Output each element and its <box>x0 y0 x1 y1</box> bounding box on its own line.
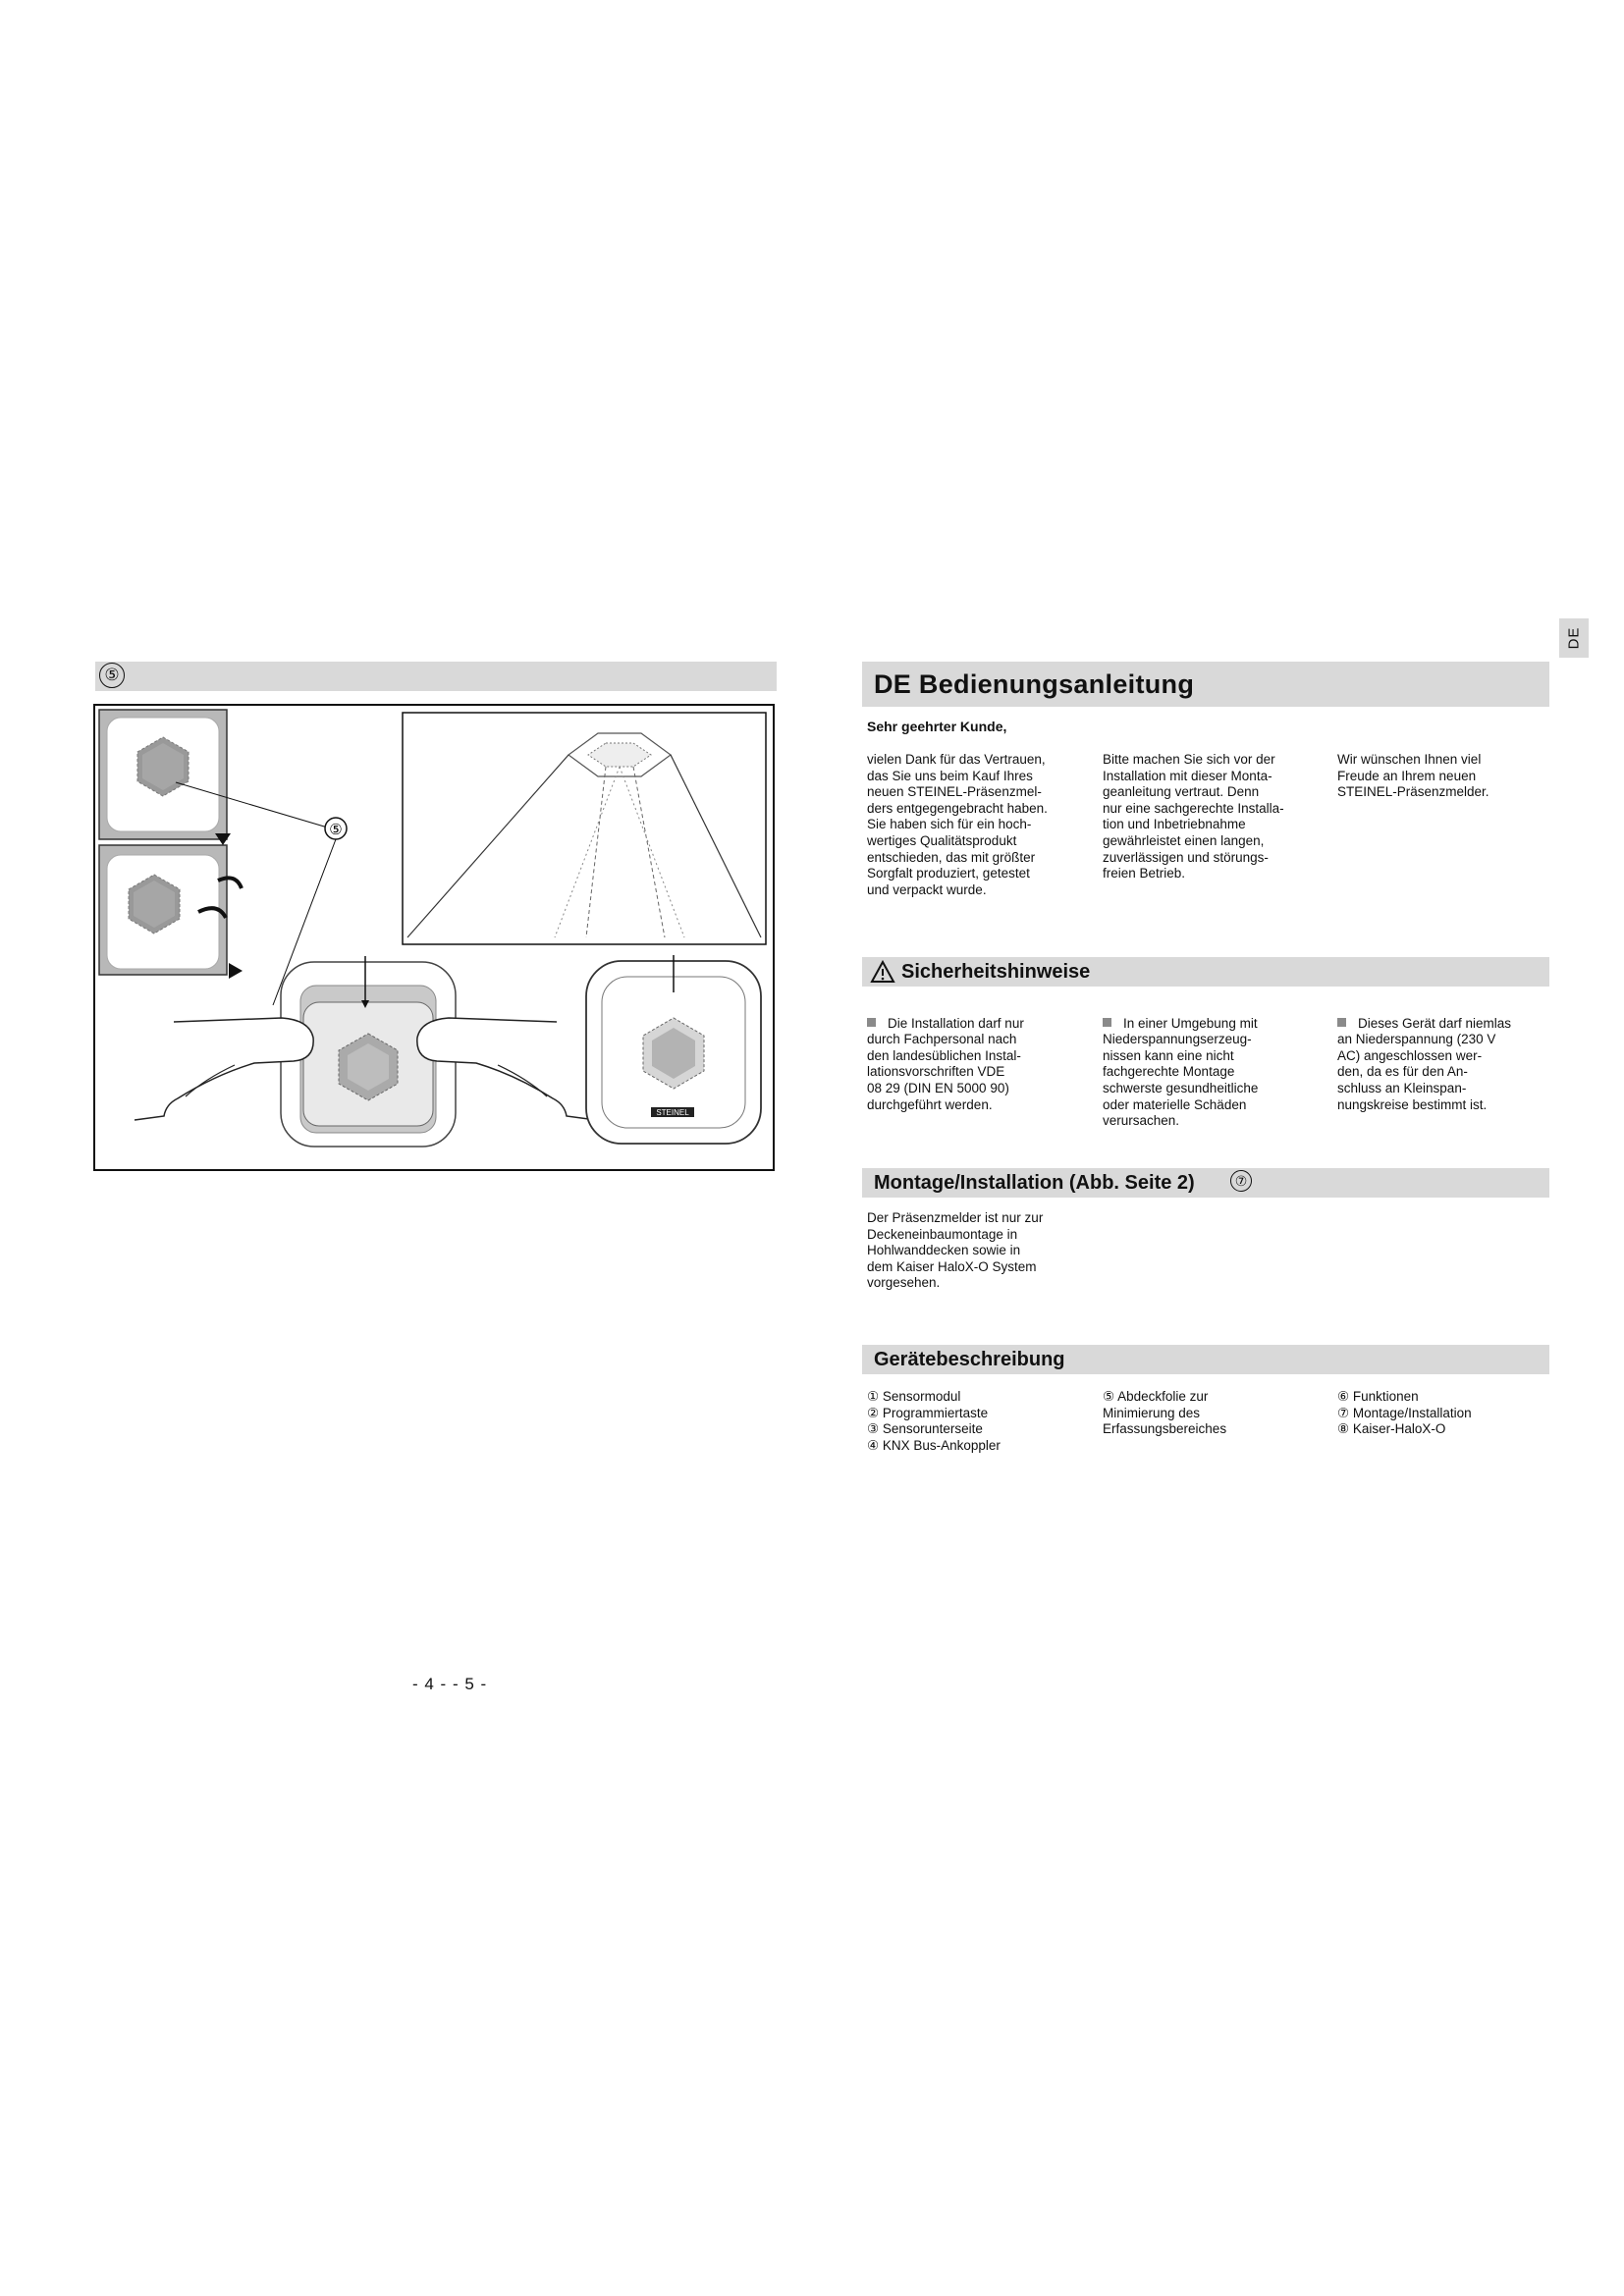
safety-item-1-text: Die Installation darf nur durch Fachpersonal nach den landesüblichen Instal- lationsvorschriften VDE 08 29 (DIN EN 5000 90) durchgeführt werden. <box>867 1015 1024 1112</box>
intro-paragraph-1: vielen Dank für das Vertrauen, das Sie uns beim Kauf Ihres neuen STEINEL-Präsenzmel- ders entgegengebracht haben. Sie haben sich für ein hoch- wertiges Qualitätsprodukt entschieden, das mit größter Sorgfalt produziert, getestet und verpackt wurde. <box>867 752 1048 897</box>
intro-paragraph-2: Bitte machen Sie sich vor der Installation mit dieser Monta- geanleitung vertraut. Denn nur eine sachgerechte Installa- tion und Inbetriebnahme gewährleistet einen langen, zuverlässigen und störungs- freien Betrieb. <box>1103 752 1284 881</box>
bullet-square-icon <box>1337 1018 1346 1027</box>
mounting-heading-bar <box>862 1168 1549 1198</box>
figure-5-drawing <box>95 706 773 1169</box>
safety-item-2-text: In einer Umgebung mit Niederspannungserzeug- nissen kann eine nicht fachgerechte Montage schwerste gesundheitliche oder materielle Schäden verursachen. <box>1103 1015 1259 1129</box>
title-bar <box>862 662 1549 707</box>
device-heading: Gerätebeschreibung <box>874 1349 1065 1370</box>
bullet-square-icon <box>1103 1018 1111 1027</box>
figure-number: ⑤ <box>99 663 125 688</box>
page-number: - 4 - - 5 - <box>412 1675 488 1693</box>
callout-number: ⑤ <box>329 822 343 838</box>
greeting: Sehr geehrter Kunde, <box>867 719 1007 734</box>
figure-header-bar <box>95 662 777 691</box>
language-tab <box>1559 618 1589 658</box>
bullet-square-icon <box>867 1018 876 1027</box>
device-list-3: ⑥ Funktionen ⑦ Montage/Installation ⑧ Kaiser-HaloX-O <box>1337 1389 1472 1437</box>
document-title: DE Bedienungsanleitung <box>874 669 1195 699</box>
mounting-text: Der Präsenzmelder ist nur zur Deckeneinbaumontage in Hohlwanddecken sowie in dem Kaiser HaloX-O System vorgesehen. <box>867 1210 1044 1291</box>
mounting-figure-ref: ⑦ <box>1230 1170 1252 1192</box>
safety-item-3 <box>1337 999 1553 1113</box>
safety-item-2 <box>1103 999 1319 1130</box>
safety-heading-bar <box>862 957 1549 987</box>
mounting-heading: Montage/Installation (Abb. Seite 2) <box>874 1172 1195 1194</box>
safety-heading: Sicherheitshinweise <box>901 961 1091 983</box>
intro-paragraph-3: Wir wünschen Ihnen viel Freude an Ihrem neuen STEINEL-Präsenzmelder. <box>1337 752 1489 800</box>
brand-label: STEINEL <box>656 1108 689 1117</box>
device-list-2: ⑤ Abdeckfolie zur Minimierung des Erfassungsbereiches <box>1103 1389 1227 1437</box>
figure-5-illustration <box>93 704 775 1171</box>
warning-icon <box>870 960 895 984</box>
device-list-1: ① Sensormodul ② Programmiertaste ③ Sensorunterseite ④ KNX Bus-Ankoppler <box>867 1389 1001 1453</box>
device-heading-bar <box>862 1345 1549 1374</box>
language-tab-label: DE <box>1565 626 1583 650</box>
safety-item-3-text: Dieses Gerät darf niemlas an Niederspannung (230 V AC) angeschlossen wer- den, da es für den An- schluss an Kleinspan- nungskreise bestimmt ist. <box>1337 1015 1512 1112</box>
safety-item-1 <box>867 999 1078 1113</box>
